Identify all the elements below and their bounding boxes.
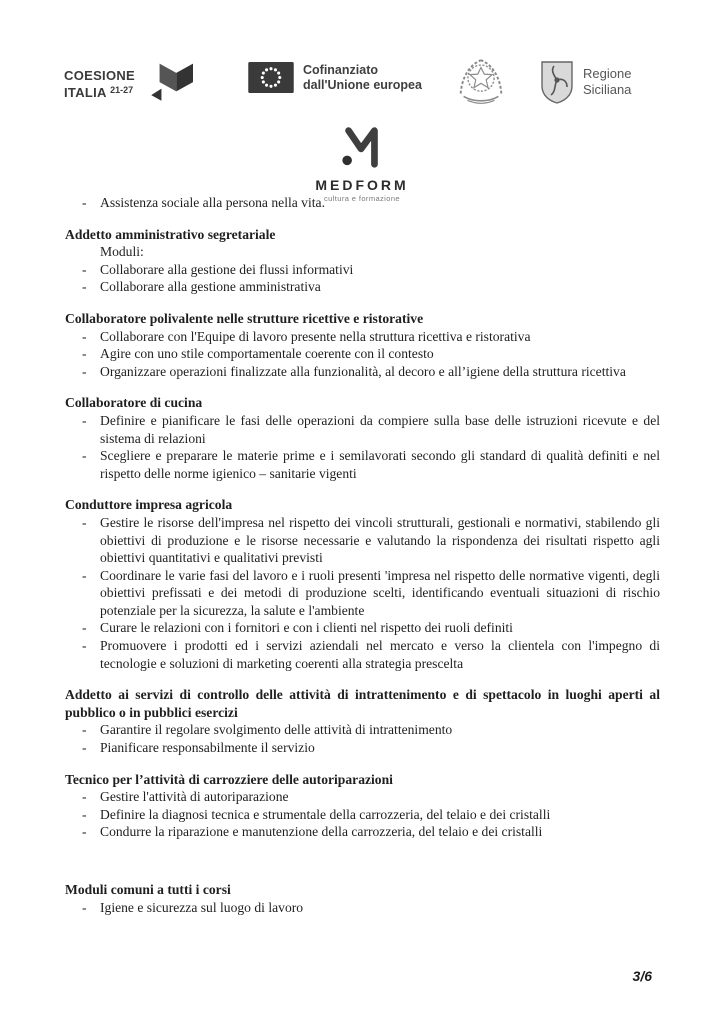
list-item: - Coordinare le varie fasi del lavoro e i ruoli presenti 'impresa nel rispetto delle normative vigenti, degli obiettivi prefissati e dei metodi di produzione scelti, identificando eventuali situazioni di rischio potenziale per la sicurezza, la salute e l'ambiente	[65, 567, 660, 620]
bullet-dash: -	[82, 363, 87, 379]
list-item: - Collaborare alla gestione amministrativa	[65, 278, 660, 296]
list-item: - Pianificare responsabilmente il servizio	[65, 739, 660, 757]
eu-cofunding-logo	[248, 62, 422, 93]
bullet-dash: -	[82, 328, 87, 344]
list-item: - Gestire l'attività di autoriparazione	[65, 788, 660, 806]
bullet-dash: -	[82, 806, 87, 822]
eu-cofunding-label: Cofinanziato dall'Unione europea	[303, 62, 422, 92]
bullet-dash: -	[82, 789, 87, 805]
medform-tagline: cultura e formazione	[324, 194, 400, 203]
page-number: 3/6	[632, 968, 652, 984]
list-item: - Definire e pianificare le fasi delle operazioni da compiere sulla base delle istruzioni ricevute e del sistema di relazioni	[65, 412, 660, 447]
section-title: Collaboratore di cucina	[65, 395, 203, 411]
section-collaboratore-cucina	[65, 394, 660, 482]
italy-emblem-icon	[452, 52, 510, 110]
bullet-dash: -	[82, 899, 87, 915]
section-title: Addetto amministrativo segretariale	[65, 226, 276, 242]
list-item: - Gestire le risorse dell'impresa nel rispetto dei vincoli strutturali, gestionali e normativi, stabilendo gli obiettivi di produzione e le risorse necessarie e valutando la rispondenza dei risultati rispetto agli obiettivi quantitativi e qualitativi previsti	[65, 514, 660, 567]
section-conduttore-agricola	[65, 496, 660, 672]
bullet-dash: -	[82, 448, 87, 464]
section-collaboratore-polivalente	[65, 310, 660, 380]
list-item: - Scegliere e preparare le materie prime e i semilavorati secondo gli standard di qualità definiti e nel rispetto delle norme igienico – sanitarie vigenti	[65, 447, 660, 482]
bullet-dash: -	[82, 567, 87, 583]
section-title: Moduli comuni a tutti i corsi	[65, 882, 231, 897]
coesione-arrow-icon	[139, 58, 195, 110]
bullet-dash: -	[82, 722, 87, 738]
medform-logo	[0, 122, 724, 203]
sicilia-crest-icon	[540, 60, 574, 104]
regione-siciliana-label: Regione Siciliana	[583, 66, 632, 97]
section-title: Collaboratore polivalente nelle strutture ricettive e ristorative	[65, 310, 424, 326]
section-addetto-amministrativo	[65, 226, 660, 296]
bullet-dash: -	[82, 346, 87, 362]
section-addetto-controllo	[65, 686, 660, 756]
list-item: - Assistenza sociale alla persona nella vita.	[65, 194, 660, 212]
section-title: Conduttore impresa agricola	[65, 497, 233, 513]
medform-wordmark: MEDFORM	[315, 177, 409, 193]
bullet-dash: -	[82, 195, 87, 210]
section-moduli-comuni	[65, 881, 660, 916]
medform-m-icon	[339, 122, 385, 170]
bullet-dash: -	[82, 514, 87, 530]
list-item: - Agire con uno stile comportamentale coerente con il contesto	[65, 345, 660, 363]
list-item: - Curare le relazioni con i fornitori e con i clienti nel rispetto dei ruoli definiti	[65, 619, 660, 637]
list-item: - Promuovere i prodotti ed i servizi aziendali nel mercato e verso la clientela con l'impegno di tecnologie e soluzioni di marketing coerenti alla strategia prescelta	[65, 637, 660, 672]
section-subtitle: Moduli:	[100, 244, 144, 260]
section-tecnico-carrozziere	[65, 771, 660, 841]
bullet-dash: -	[82, 279, 87, 295]
list-item: - Condurre la riparazione e manutenzione della carrozzeria, del telaio e dei cristalli	[65, 823, 660, 841]
document-body	[65, 194, 660, 916]
section-title: Tecnico per l’attività di carrozziere delle autoriparazioni	[65, 771, 393, 787]
eu-flag-icon	[248, 62, 294, 93]
list-item: - Organizzare operazioni finalizzate alla funzionalità, al decoro e all’igiene della struttura ricettiva	[65, 363, 660, 381]
section-title: Addetto ai servizi di controllo delle attività di intrattenimento e di spettacolo in luoghi aperti al pubblico o in pubblici esercizi	[65, 687, 660, 720]
list-item: - Garantire il regolare svolgimento delle attività di intrattenimento	[65, 721, 660, 739]
bullet-dash: -	[82, 412, 87, 428]
bullet-dash: -	[82, 638, 87, 654]
bullet-dash: -	[82, 824, 87, 840]
list-item: - Collaborare con l'Equipe di lavoro presente nella struttura ricettiva e ristorativa	[65, 328, 660, 346]
bullet-dash: -	[82, 740, 87, 756]
list-item: - Definire la diagnosi tecnica e strumentale della carrozzeria, del telaio e dei cristalli	[65, 806, 660, 824]
list-item: - Igiene e sicurezza sul luogo di lavoro	[65, 899, 660, 917]
coesione-italia-logo	[64, 58, 195, 110]
list-item: - Collaborare alla gestione dei flussi informativi	[65, 261, 660, 279]
regione-siciliana-logo	[540, 60, 631, 104]
bullet-dash: -	[82, 620, 87, 636]
coesione-italia-label: COESIONE ITALIA $^{21-27}$	[64, 67, 136, 100]
bullet-dash: -	[82, 261, 87, 277]
